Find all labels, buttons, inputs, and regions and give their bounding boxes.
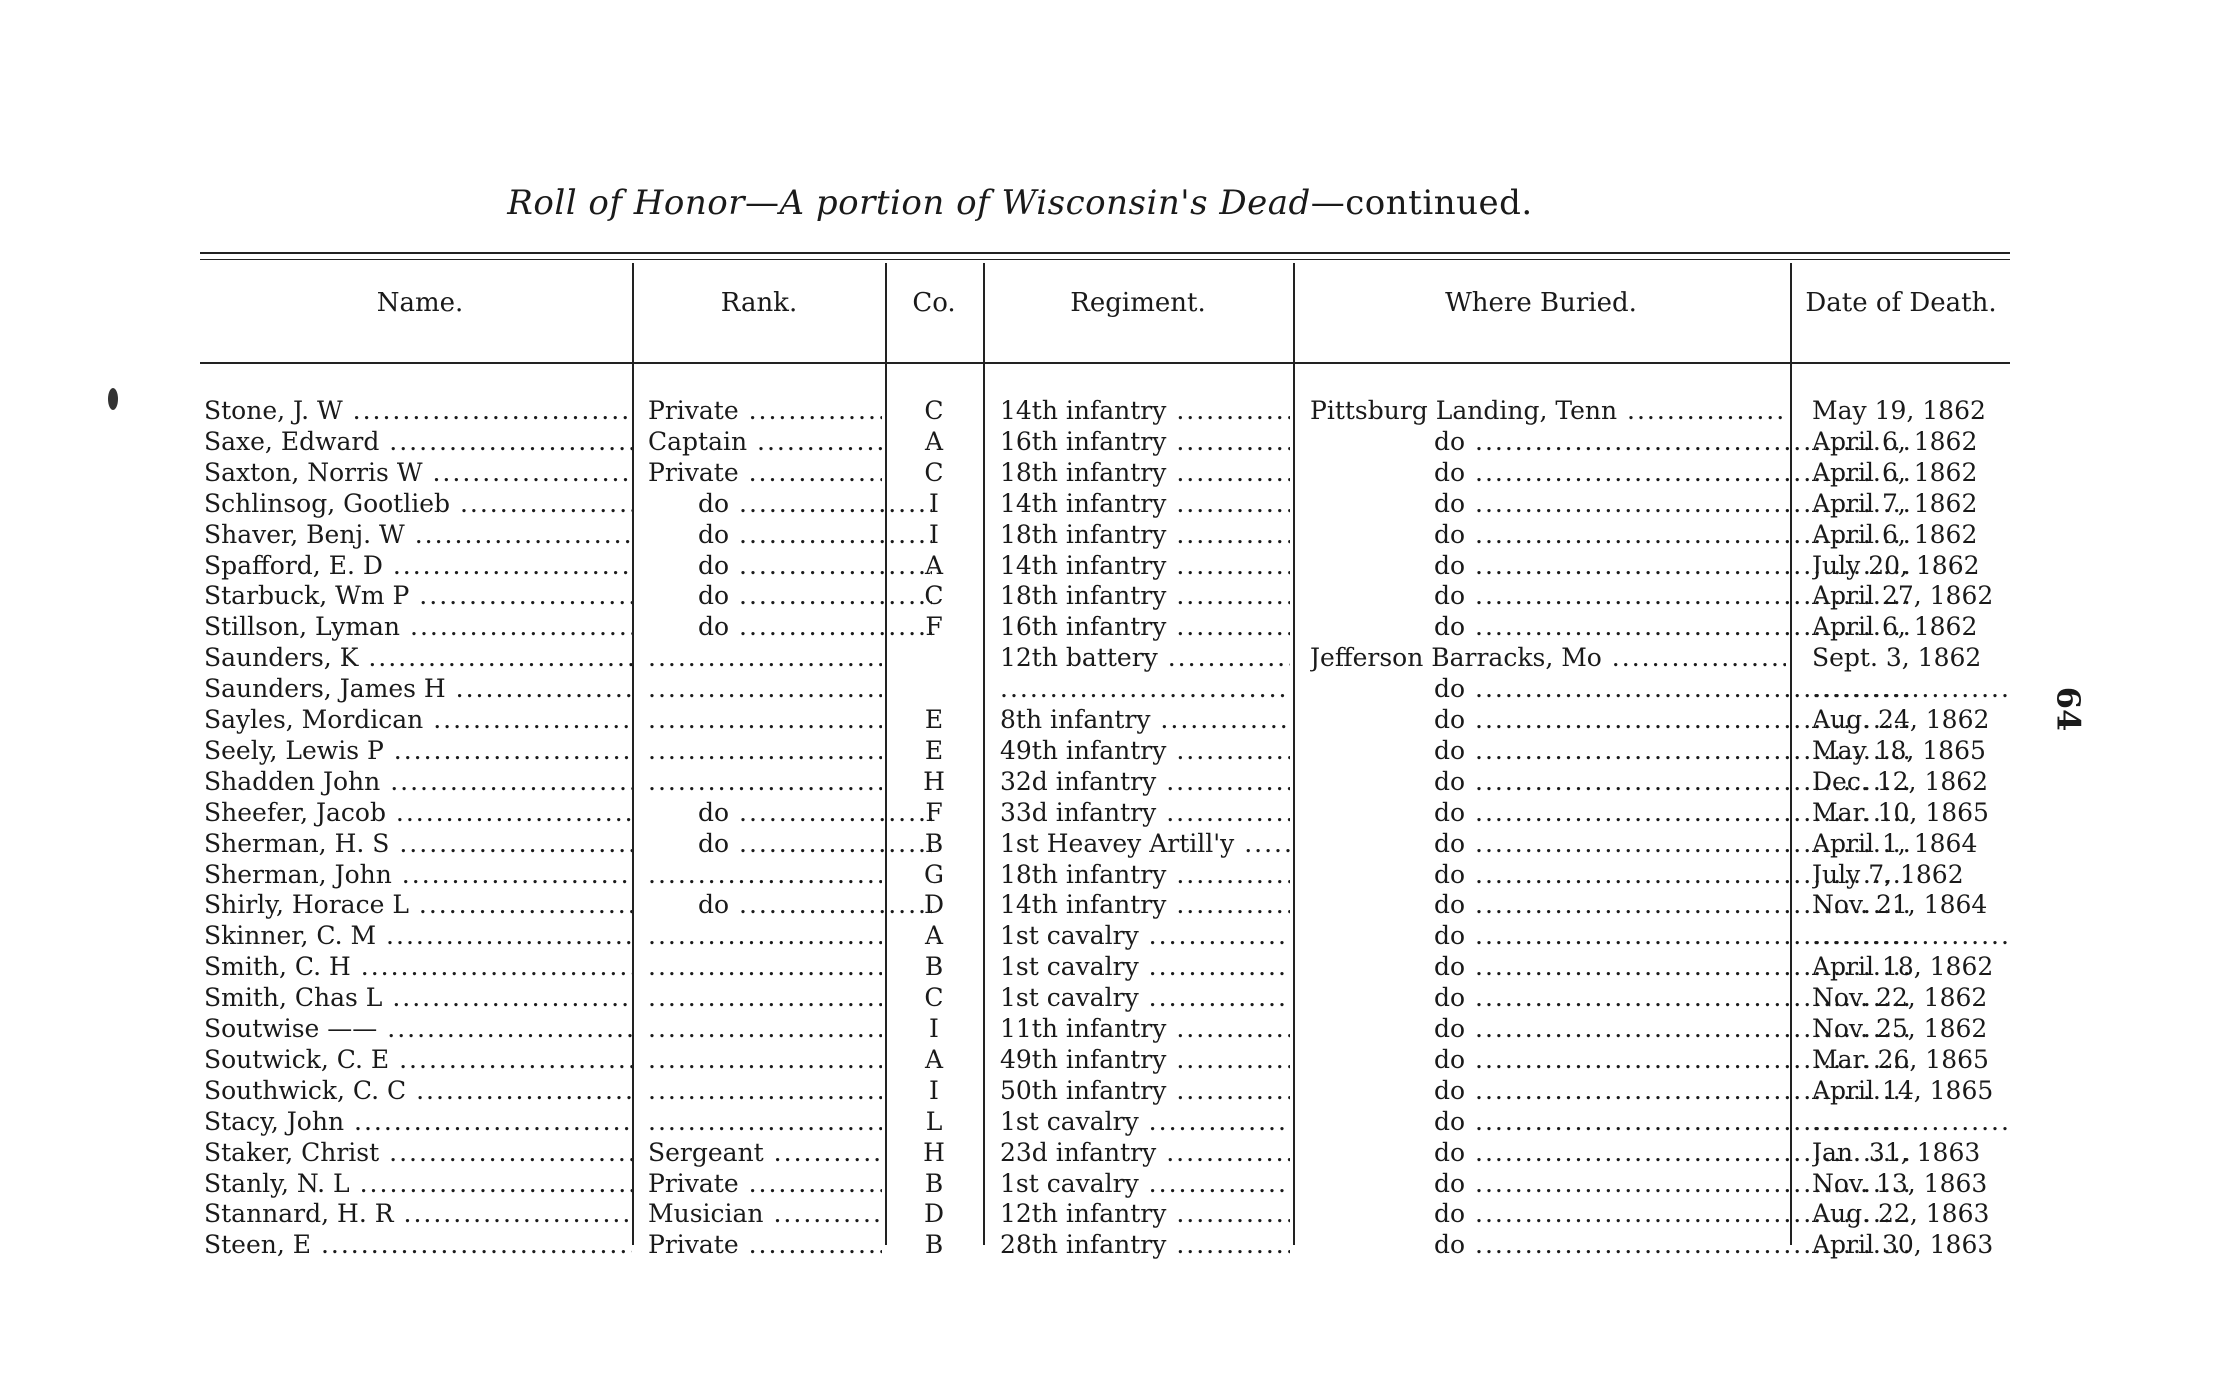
cell-name: Stanly, N. L ..... (204, 1168, 632, 1199)
header-rank: Rank. (720, 288, 798, 318)
header-co: Co. (912, 288, 956, 318)
cell-rank: Private ..... (648, 457, 882, 488)
cell-rank: do ..... (648, 828, 932, 859)
cell-rank (648, 704, 882, 735)
cell-co: D (923, 1199, 945, 1229)
cell-where-buried: do ..... (1310, 580, 1910, 611)
cell-rank: do ..... (648, 488, 932, 519)
table-row (200, 457, 2010, 488)
cell-where-buried: Jefferson Barracks, Mo ..... (1310, 642, 1786, 673)
cell-date-of-death (1812, 673, 2010, 704)
cell-regiment: 1st cavalry ..... (1000, 920, 1290, 951)
cell-rank (648, 920, 882, 951)
cell-regiment: 33d infantry ..... (1000, 797, 1290, 828)
cell-rank (648, 982, 882, 1013)
cell-rank (648, 859, 882, 890)
table-row (200, 1229, 2010, 1260)
cell-where-buried: do ..... (1310, 1168, 1910, 1199)
cell-regiment: 28th infantry ..... (1000, 1229, 1290, 1260)
table-row (200, 1198, 2010, 1229)
table-row (200, 1137, 2010, 1168)
cell-date-of-death: April 30, 1863 (1812, 1230, 1994, 1260)
cell-date-of-death: April 7, 1862 (1812, 488, 1978, 518)
cell-date-of-death: Nov. 22, 1862 (1812, 983, 1988, 1013)
cell-rank: Private ..... (648, 1168, 882, 1199)
cell-where-buried: do ..... (1310, 1137, 1910, 1168)
cell-where-buried: do ..... (1310, 1198, 1910, 1229)
table-row (200, 426, 2010, 457)
cell-co: I (929, 488, 939, 518)
title-dash-2: — (1310, 183, 1346, 223)
cell-where-buried: do ..... (1310, 735, 1910, 766)
table-row (200, 1044, 2010, 1075)
cell-name: Staker, Christ ..... (204, 1137, 632, 1168)
cell-date-of-death: Dec. 12, 1862 (1812, 766, 1989, 796)
cell-co: E (924, 705, 944, 734)
cell-rank (648, 642, 882, 673)
cell-co: H (923, 766, 945, 796)
table-row (200, 580, 2010, 611)
cell-rank: do ..... (648, 889, 932, 920)
table-row (200, 797, 2010, 828)
table-row (200, 859, 2010, 890)
cell-where-buried: do ..... (1310, 1075, 1910, 1106)
cell-name: Seely, Lewis P ..... (204, 735, 632, 766)
cell-co: C (924, 457, 944, 487)
cell-co: F (925, 797, 943, 827)
cell-name: Sherman, H. S ..... (204, 828, 632, 859)
cell-date-of-death: Nov. 13, 1863 (1812, 1168, 1988, 1198)
table-row (200, 519, 2010, 550)
table-row (200, 766, 2010, 797)
cell-where-buried: do ..... (1310, 611, 1910, 642)
table-row (200, 735, 2010, 766)
table-row (200, 828, 2010, 859)
cell-co: F (925, 612, 943, 642)
cell-date-of-death: Sept. 3, 1862 (1812, 643, 1982, 673)
cell-co: E (924, 735, 944, 765)
cell-rank: Captain ..... (648, 426, 882, 457)
cell-co: C (924, 581, 944, 611)
cell-regiment: 1st cavalry ..... (1000, 982, 1290, 1013)
page-number: 64 (2049, 686, 2088, 732)
cell-co: B (924, 1168, 944, 1198)
cell-name: Stannard, H. R ..... (204, 1198, 632, 1229)
cell-name: Saxe, Edward ..... (204, 426, 632, 457)
header-name: Name. (376, 288, 464, 318)
cell-date-of-death: Aug. 24, 1862 (1812, 705, 1990, 734)
cell-regiment: 18th infantry ..... (1000, 519, 1290, 550)
cell-date-of-death (1812, 1106, 2010, 1137)
cell-where-buried: do ..... (1310, 951, 1910, 982)
cell-co: D (923, 890, 945, 920)
table-row (200, 951, 2010, 982)
cell-where-buried: do ..... (1310, 519, 1910, 550)
cell-co: H (923, 1137, 945, 1167)
table-row (200, 889, 2010, 920)
cell-rank: Sergeant ..... (648, 1137, 882, 1168)
cell-date-of-death: April 18, 1862 (1812, 952, 1994, 982)
cell-date-of-death: July 7, 1862 (1812, 859, 1964, 889)
cell-regiment: 16th infantry ..... (1000, 426, 1290, 457)
cell-name: Soutwise —— ..... (204, 1013, 632, 1044)
cell-co: A (924, 426, 944, 456)
top-rule (200, 252, 2010, 254)
cell-rank: Musician ..... (648, 1198, 882, 1229)
cell-date-of-death: Mar. 10, 1865 (1812, 797, 1989, 827)
cell-regiment: 49th infantry ..... (1000, 1044, 1290, 1075)
cell-rank (648, 1013, 882, 1044)
cell-regiment: 18th infantry ..... (1000, 859, 1290, 890)
title-part-italic-1: Roll of Honor (507, 183, 746, 223)
cell-regiment: 16th infantry ..... (1000, 611, 1290, 642)
page-title (200, 183, 1840, 223)
cell-name: Starbuck, Wm P ..... (204, 580, 632, 611)
cell-date-of-death: April 1, 1864 (1812, 828, 1978, 858)
cell-regiment: 11th infantry ..... (1000, 1013, 1290, 1044)
cell-date-of-death: Nov. 25, 1862 (1812, 1014, 1988, 1043)
cell-co: C (924, 396, 944, 425)
cell-rank (648, 766, 882, 797)
cell-where-buried: do ..... (1310, 457, 1910, 488)
cell-date-of-death: April 27, 1862 (1812, 581, 1994, 611)
cell-date-of-death: July 20, 1862 (1812, 550, 1980, 580)
cell-co: I (929, 519, 939, 549)
table-row (200, 642, 2010, 673)
cell-where-buried: do ..... (1310, 859, 1910, 890)
cell-name: Sheefer, Jacob ..... (204, 797, 632, 828)
title-part-italic-2: A portion of Wisconsin's Dead (779, 183, 1311, 223)
cell-regiment: 14th infantry ..... (1000, 488, 1290, 519)
cell-regiment: 14th infantry ..... (1000, 889, 1290, 920)
cell-regiment: 8th infantry ..... (1000, 704, 1290, 735)
cell-date-of-death: April 6, 1862 (1812, 612, 1978, 642)
cell-co: I (929, 1075, 939, 1105)
table-row (200, 1013, 2010, 1044)
cell-rank (648, 1044, 882, 1075)
cell-date-of-death: Aug. 22, 1863 (1812, 1199, 1990, 1229)
top-rule-thin (200, 259, 2010, 260)
cell-co: B (924, 1230, 944, 1260)
cell-rank: do ..... (648, 611, 932, 642)
cell-where-buried: do ..... (1310, 704, 1910, 735)
cell-where-buried: do ..... (1310, 426, 1910, 457)
cell-where-buried: do ..... (1310, 982, 1910, 1013)
cell-rank (648, 735, 882, 766)
table-row (200, 488, 2010, 519)
cell-date-of-death: April 14, 1865 (1812, 1075, 1994, 1105)
cell-regiment (1000, 673, 1290, 704)
cell-rank: Private ..... (648, 395, 882, 426)
cell-co: L (925, 1106, 943, 1136)
cell-regiment: 1st Heavey Artill'y ..... (1000, 828, 1290, 859)
cell-date-of-death: Mar. 26, 1865 (1812, 1044, 1989, 1074)
cell-where-buried: do ..... (1310, 766, 1910, 797)
cell-name: Stone, J. W ..... (204, 395, 632, 426)
cell-regiment: 32d infantry ..... (1000, 766, 1290, 797)
cell-date-of-death (1812, 920, 2010, 951)
cell-name: Shadden John ..... (204, 766, 632, 797)
cell-co (886, 642, 982, 673)
cell-name: Shirly, Horace L ..... (204, 889, 632, 920)
table-row (200, 550, 2010, 581)
cell-name: Shaver, Benj. W ..... (204, 519, 632, 550)
ink-speck (108, 388, 118, 410)
cell-regiment: 14th infantry ..... (1000, 550, 1290, 581)
cell-date-of-death: Jan. 31, 1863 (1812, 1137, 1981, 1167)
cell-name: Smith, C. H ..... (204, 951, 632, 982)
cell-rank: do ..... (648, 580, 932, 611)
cell-where-buried: do ..... (1310, 920, 1910, 951)
cell-regiment: 1st cavalry ..... (1000, 1168, 1290, 1199)
cell-rank: do ..... (648, 797, 932, 828)
cell-date-of-death: Nov. 21, 1864 (1812, 890, 1988, 920)
cell-name: Smith, Chas L ..... (204, 982, 632, 1013)
cell-name: Soutwick, C. E ..... (204, 1044, 632, 1075)
cell-where-buried: do ..... (1310, 488, 1910, 519)
table-row (200, 982, 2010, 1013)
cell-rank (648, 673, 882, 704)
cell-regiment: 14th infantry ..... (1000, 395, 1290, 426)
cell-regiment: 49th infantry ..... (1000, 735, 1290, 766)
cell-where-buried: do ..... (1310, 673, 1910, 704)
cell-co: C (924, 983, 944, 1013)
cell-name: Sayles, Mordican ..... (204, 704, 632, 735)
cell-regiment: 12th battery ..... (1000, 642, 1290, 673)
cell-name: Schlinsog, Gootlieb ..... (204, 488, 632, 519)
cell-regiment: 23d infantry ..... (1000, 1137, 1290, 1168)
cell-name: Steen, E ..... (204, 1229, 632, 1260)
cell-where-buried: do ..... (1310, 1044, 1910, 1075)
cell-where-buried: Pittsburg Landing, Tenn ..... (1310, 395, 1786, 426)
cell-name: Spafford, E. D ..... (204, 550, 632, 581)
title-part-3: continued. (1345, 183, 1533, 223)
table-row (200, 1168, 2010, 1199)
cell-co: B (924, 828, 944, 858)
cell-where-buried: do ..... (1310, 797, 1910, 828)
cell-name: Stacy, John ..... (204, 1106, 632, 1137)
cell-date-of-death: May 18, 1865 (1812, 735, 1986, 765)
cell-regiment: 50th infantry ..... (1000, 1075, 1290, 1106)
cell-co: A (924, 1044, 944, 1074)
table-row (200, 673, 2010, 704)
cell-date-of-death: April 6, 1862 (1812, 426, 1978, 456)
cell-co: B (924, 952, 944, 982)
cell-name: Saxton, Norris W ..... (204, 457, 632, 488)
cell-name: Southwick, C. C ..... (204, 1075, 632, 1106)
header-where-buried: Where Buried. (1445, 288, 1637, 318)
cell-rank: do ..... (648, 519, 932, 550)
cell-date-of-death: April 6, 1862 (1812, 519, 1978, 549)
cell-regiment: 12th infantry ..... (1000, 1198, 1290, 1229)
cell-name: Stillson, Lyman ..... (204, 611, 632, 642)
cell-co (886, 673, 982, 704)
header-regiment: Regiment. (1070, 288, 1206, 318)
cell-where-buried: do ..... (1310, 1013, 1910, 1044)
cell-where-buried: do ..... (1310, 1106, 1910, 1137)
table-row (200, 1106, 2010, 1137)
cell-name: Sherman, John ..... (204, 859, 632, 890)
cell-co: I (929, 1014, 939, 1043)
cell-where-buried: do ..... (1310, 828, 1910, 859)
header-date-of-death: Date of Death. (1805, 288, 1997, 318)
header-rule (200, 362, 2010, 364)
title-dash-1: — (745, 183, 780, 223)
table-row (200, 1075, 2010, 1106)
cell-where-buried: do ..... (1310, 889, 1910, 920)
cell-date-of-death: April 6, 1862 (1812, 457, 1978, 487)
cell-regiment: 1st cavalry ..... (1000, 1106, 1290, 1137)
cell-rank (648, 1106, 882, 1137)
cell-rank (648, 951, 882, 982)
table-row (200, 704, 2010, 735)
cell-co: A (924, 550, 944, 580)
cell-co: G (924, 859, 944, 889)
table-row (200, 395, 2010, 426)
cell-rank: do ..... (648, 550, 932, 581)
cell-co: A (924, 921, 944, 951)
table-row (200, 920, 2010, 951)
cell-date-of-death: May 19, 1862 (1812, 396, 1986, 425)
cell-regiment: 18th infantry ..... (1000, 580, 1290, 611)
cell-where-buried: do ..... (1310, 550, 1910, 581)
cell-regiment: 18th infantry ..... (1000, 457, 1290, 488)
cell-name: Saunders, K ..... (204, 642, 632, 673)
cell-rank (648, 1075, 882, 1106)
cell-rank: Private ..... (648, 1229, 882, 1260)
table-row (200, 611, 2010, 642)
cell-regiment: 1st cavalry ..... (1000, 951, 1290, 982)
cell-name: Skinner, C. M ..... (204, 920, 632, 951)
cell-name: Saunders, James H ..... (204, 673, 632, 704)
cell-where-buried: do ..... (1310, 1229, 1910, 1260)
